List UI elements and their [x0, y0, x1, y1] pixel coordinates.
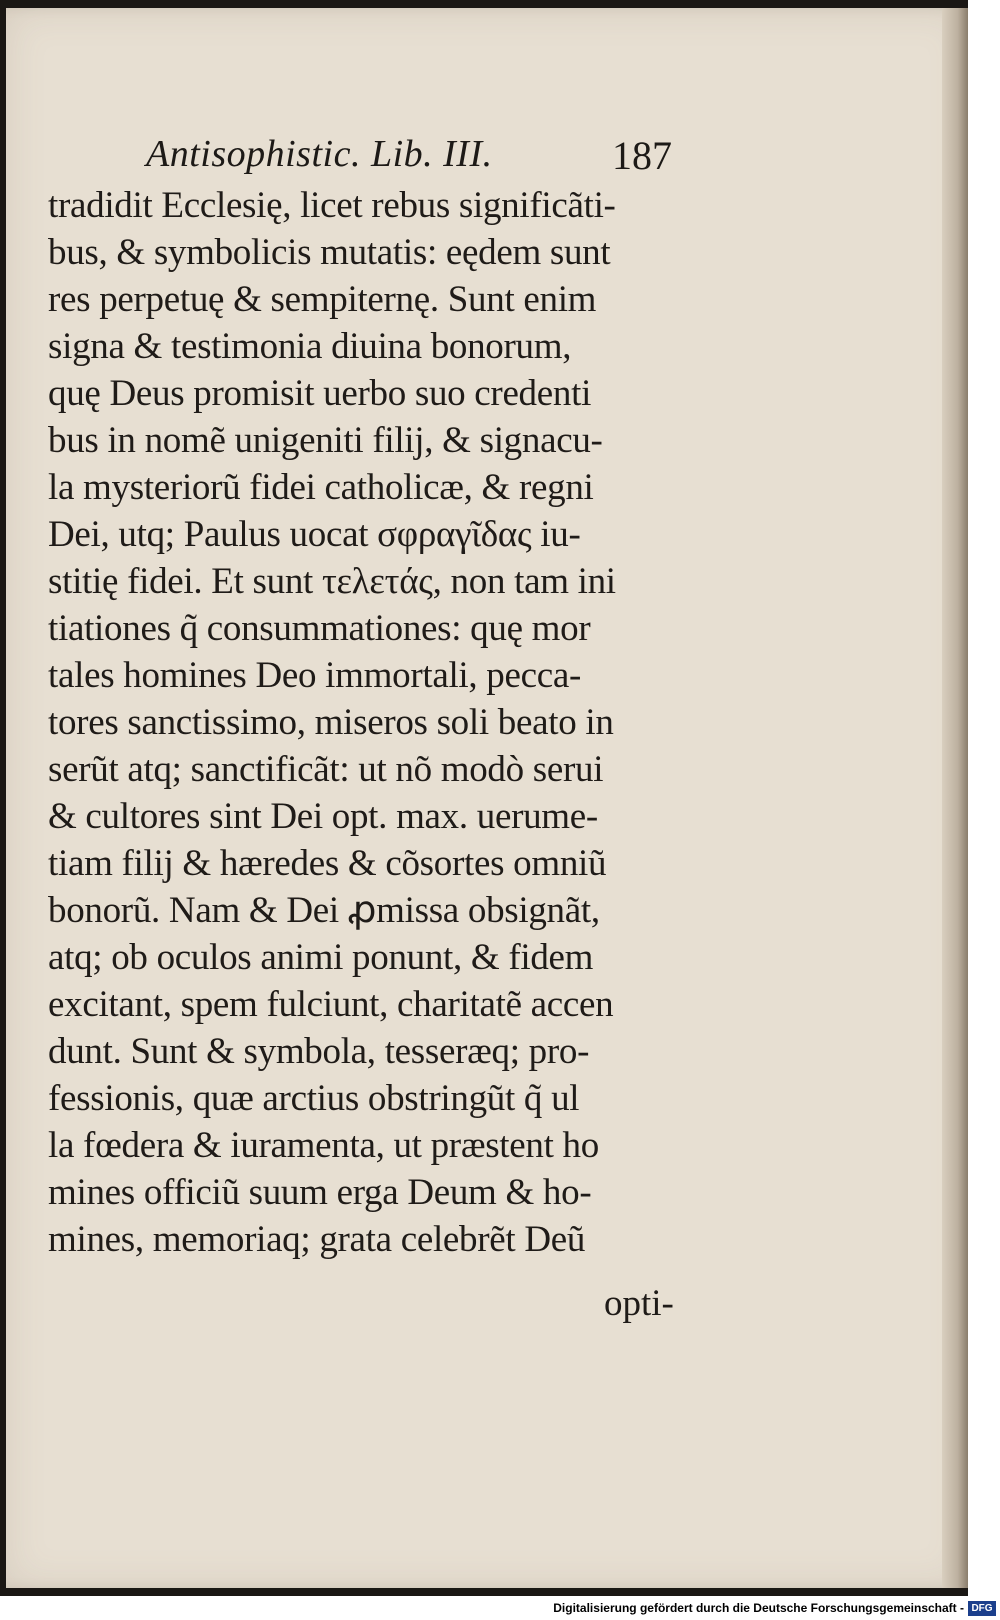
text-line: mines officiũ suum erga Deum & ho- — [48, 1172, 592, 1213]
text-line: res perpetuę & sempiternę. Sunt enim — [48, 279, 597, 320]
text-line: serũt atq; sanctificãt: ut nõ modò serui — [48, 749, 604, 790]
text-line: tores sanctissimo, miseros soli beato in — [48, 702, 614, 743]
running-head — [146, 132, 686, 182]
text-line: tradidit Ecclesię, licet rebus significãti- — [48, 185, 616, 226]
text-line: la fœdera & iuramenta, ut præstent ho — [48, 1125, 599, 1166]
dfg-logo-icon: DFG — [968, 1601, 996, 1616]
text-line: quę Deus promisit uerbo suo credenti — [48, 373, 592, 414]
text-line: tales homines Deo immortali, pecca- — [48, 655, 582, 696]
text-line: fessionis, quæ arctius obstringũt q̃ ul — [48, 1078, 580, 1119]
text-line: & cultores sint Dei opt. max. uerume- — [48, 796, 598, 837]
text-line: excitant, spem fulciunt, charitatẽ accen — [48, 984, 614, 1025]
text-line: la mysteriorũ fidei catholicæ, & regni — [48, 467, 594, 508]
text-line: stitię fidei. Et sunt τελετάς, non tam ini — [48, 561, 616, 602]
catchword: opti- — [604, 1283, 674, 1324]
footer-credit: Digitalisierung gefördert durch die Deutsche Forschungsgemeinschaft - — [553, 1601, 964, 1615]
text-line: mines, memoriaq; grata celebrẽt Deũ — [48, 1219, 586, 1260]
running-title: Antisophistic. Lib. III. — [146, 133, 493, 175]
text-line: tiationes q̃ consummationes: quę mor — [48, 608, 591, 649]
text-line: Dei, utq; Paulus uocat σφραγῖδας iu- — [48, 514, 581, 555]
text-line: bonorũ. Nam & Dei ꝓmissa obsignãt, — [48, 890, 600, 931]
text-block — [48, 182, 688, 1263]
footer-bar — [0, 1600, 1000, 1620]
text-line: dunt. Sunt & symbola, tesseræq; pro- — [48, 1031, 590, 1072]
text-line: signa & testimonia diuina bonorum, — [48, 326, 572, 367]
page-edge — [942, 8, 968, 1588]
text-line: bus, & symbolicis mutatis: eędem sunt — [48, 232, 611, 273]
text-line: tiam filij & hæredes & cõsortes omniũ — [48, 843, 607, 884]
page-number: 187 — [612, 133, 672, 178]
text-line: bus in nomẽ unigeniti filij, & signacu- — [48, 420, 603, 461]
text-line: atq; ob oculos animi ponunt, & fidem — [48, 937, 594, 978]
